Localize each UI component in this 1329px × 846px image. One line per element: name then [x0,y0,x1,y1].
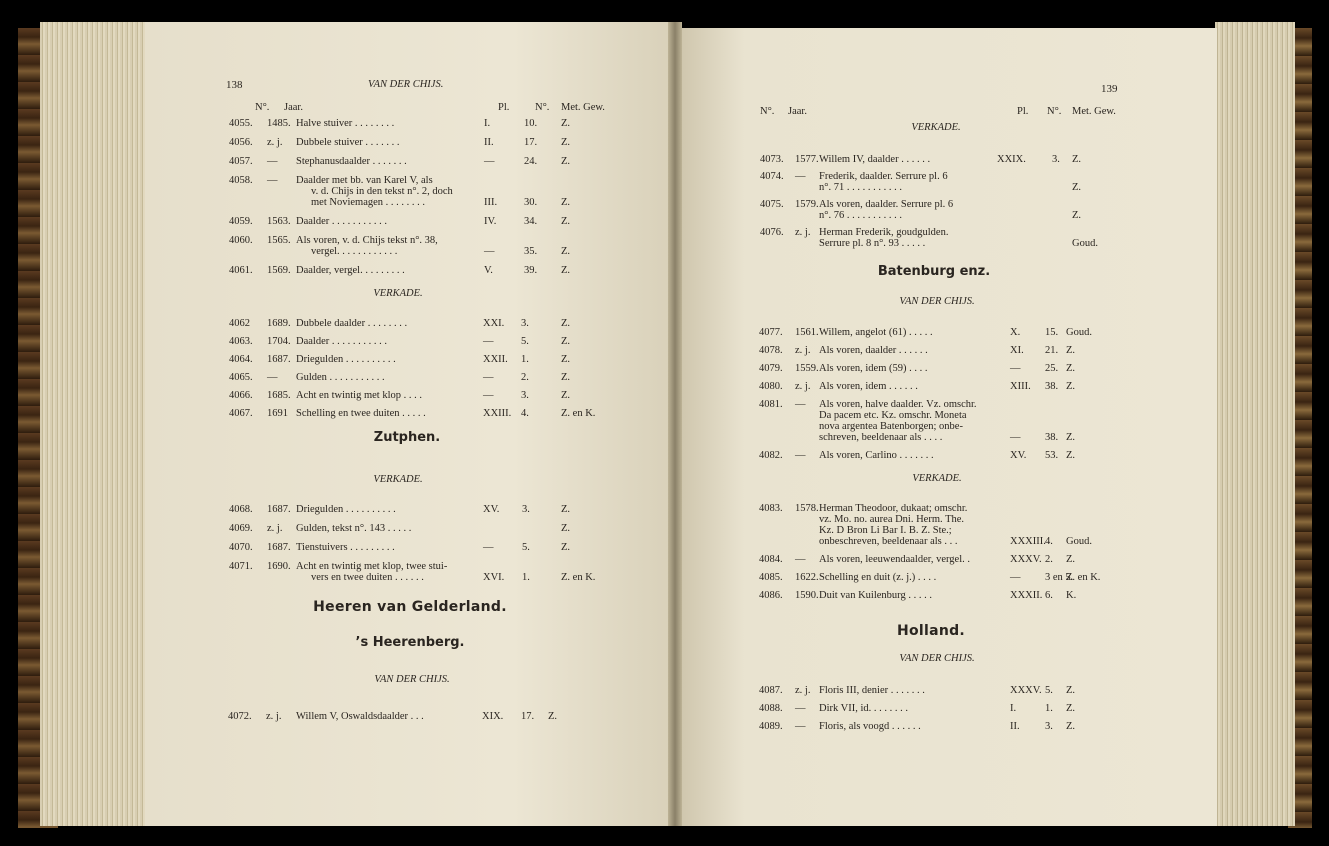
entry-no: 4074. [760,171,784,182]
entry-no: 4072. [228,711,252,722]
entry-no: 4085. [759,572,783,583]
entry-year: z. j. [795,685,811,696]
entry-no: 4084. [759,554,783,565]
entry-desc-line: schreven, beeldenaar als . . . . [819,432,943,443]
entry-desc-line: Duit van Kuilenburg . . . . . [819,590,932,601]
entry-year: 1579. [795,199,819,210]
header-metal: Met. Gew. [561,102,605,113]
entry-no: 4082. [759,450,783,461]
entry-no: 4069. [229,523,253,534]
header-metal: Met. Gew. [1072,106,1116,117]
entry-year: 1704. [267,336,291,347]
entry-desc-line: Driegulden . . . . . . . . . . [296,354,396,365]
entry-metal: Z. [548,711,558,722]
entry-no: 4088. [759,703,783,714]
book-gutter [668,22,682,826]
entry-plate-no: 4. [521,408,529,419]
entry-year: z. j. [795,381,811,392]
entry-no: 4056. [229,137,253,148]
entry-plate-no: 2. [521,372,529,383]
entry-desc-line: Gulden, tekst n°. 143 . . . . . [296,523,412,534]
entry-plate-no: 53. [1045,450,1059,461]
header-plate: Pl. [498,102,510,113]
entry-plate: XIII. [1010,381,1031,392]
entry-plate-no: 25. [1045,363,1059,374]
entry-desc-line: Frederik, daalder. Serrure pl. 6 [819,171,948,182]
section-heading: Holland. [896,623,966,639]
entry-no: 4078. [759,345,783,356]
entry-no: 4083. [759,503,783,514]
entry-desc-line: Als voren, leeuwendaalder, vergel. . [819,554,970,565]
entry-year: 1687. [267,354,291,365]
entry-metal: Z. [1072,210,1082,221]
entry-plate-no: 3. [522,504,530,515]
entry-desc-line: Acht en twintig met klop . . . . [296,390,422,401]
header-no: N°. [255,102,270,113]
entry-desc-line: Kz. D Bron Li Bar I. B. Z. Ste.; [819,525,952,536]
entry-year: 1622. [795,572,819,583]
entry-plate-no: 3. [1045,721,1053,732]
entry-desc-line: vers en twee duiten . . . . . . [311,572,424,583]
entry-metal: Z. [1066,450,1076,461]
entry-plate: I. [1010,703,1017,714]
entry-plate: — [483,390,494,401]
entry-no: 4057. [229,156,253,167]
entry-metal: Z. [1066,345,1076,356]
entry-no: 4076. [760,227,784,238]
entry-plate-no: 21. [1045,345,1059,356]
entry-desc-line: Acht en twintig met klop, twee stui- [296,561,448,572]
entry-plate: XXI. [483,318,505,329]
entry-no: 4065. [229,372,253,383]
entry-year: z. j. [266,711,282,722]
entry-plate-no: 3. [521,390,529,401]
section-label: VERKADE. [373,288,423,299]
entry-plate: — [1010,363,1021,374]
entry-metal: Z. [561,246,571,257]
header-plate-no: N°. [1047,106,1062,117]
entry-year: z. j. [795,345,811,356]
entry-plate: XV. [483,504,500,515]
entry-metal: Z. [561,265,571,276]
entry-plate-no: 2. [1045,554,1053,565]
entry-desc-line: Dubbele daalder . . . . . . . . [296,318,408,329]
entry-desc-line: onbeschreven, beeldenaar als . . . [819,536,958,547]
entry-desc-line: met Noviemagen . . . . . . . . [311,197,426,208]
entry-no: 4077. [759,327,783,338]
entry-plate: XXXII. [1010,590,1043,601]
entry-desc-line: Driegulden . . . . . . . . . . [296,504,396,515]
entry-plate-no: 3. [521,318,529,329]
entry-plate-no: 17. [524,137,538,148]
section-label: VERKADE. [373,474,423,485]
entry-year: — [795,703,806,714]
entry-year: 1590. [795,590,819,601]
entry-no: 4064. [229,354,253,365]
entry-desc-line: Herman Theodoor, dukaat; omschr. [819,503,968,514]
entry-plate-no: 1. [522,572,530,583]
entry-plate-no: 39. [524,265,538,276]
entry-plate: I. [484,118,491,129]
entry-plate: IV. [484,216,497,227]
entry-desc-line: Floris, als voogd . . . . . . [819,721,921,732]
entry-plate: XXII. [483,354,508,365]
section-label: VERKADE. [911,122,961,133]
section-label: VAN DER CHIJS. [899,653,975,664]
entry-year: — [795,721,806,732]
entry-plate: XVI. [483,572,505,583]
entry-plate-no: 24. [524,156,538,167]
entry-year: 1559. [795,363,819,374]
entry-metal: Z. [561,354,571,365]
entry-year: 1563. [267,216,291,227]
entry-year: z. j. [267,137,283,148]
entry-metal: Z. [1066,703,1076,714]
entry-year: 1689. [267,318,291,329]
entry-plate: — [484,246,495,257]
entry-plate: — [484,156,495,167]
entry-desc-line: Da pacem etc. Kz. omschr. Moneta [819,410,967,421]
entry-desc-line: Dubbele stuiver . . . . . . . [296,137,400,148]
header-year: Jaar. [284,102,303,113]
entry-year: 1687. [267,504,291,515]
entry-no: 4089. [759,721,783,732]
section-label: VAN DER CHIJS. [899,296,975,307]
entry-year: — [795,554,806,565]
entry-year: 1691 [267,408,288,419]
entry-no: 4070. [229,542,253,553]
entry-desc-line: Floris III, denier . . . . . . . [819,685,925,696]
header-plate: Pl. [1017,106,1029,117]
entry-plate-no: 34. [524,216,538,227]
entry-metal: Z. [561,118,571,129]
entry-no: 4086. [759,590,783,601]
entry-metal: Z. [1066,685,1076,696]
section-heading: Heeren van Gelderland. [313,599,507,615]
entry-metal: Z. [561,372,571,383]
entry-plate-no: 15. [1045,327,1059,338]
entry-plate-no: 38. [1045,432,1059,443]
entry-desc-line: Als voren, idem (59) . . . . [819,363,928,374]
entry-plate-no: 1. [1045,703,1053,714]
header-no: N°. [760,106,775,117]
entry-no: 4066. [229,390,253,401]
entry-plate: — [483,336,494,347]
entry-metal: Z. [561,216,571,227]
entry-metal: Goud. [1066,327,1092,338]
entry-no: 4080. [759,381,783,392]
entry-plate-no: 3 en 5. [1045,572,1074,583]
entry-no: 4087. [759,685,783,696]
entry-year: 1690. [267,561,291,572]
entry-plate: XIX. [482,711,504,722]
entry-desc-line: Daalder, vergel. . . . . . . . . [296,265,405,276]
entry-desc-line: Als voren, daalder . . . . . . [819,345,928,356]
entry-plate-no: 17. [521,711,535,722]
entry-plate: — [483,542,494,553]
entry-year: z. j. [267,523,283,534]
left-page-number: 138 [226,79,243,91]
entry-metal: Z. [561,197,571,208]
entry-desc-line: Tienstuivers . . . . . . . . . [296,542,395,553]
section-label: VAN DER CHIJS. [374,674,450,685]
entry-plate: — [1010,572,1021,583]
entry-desc-line: vz. Mo. no. aurea Dni. Herm. The. [819,514,965,525]
entry-year: — [795,399,806,410]
entry-no: 4081. [759,399,783,410]
section-heading: Batenburg enz. [877,264,991,279]
entry-no: 4055. [229,118,253,129]
entry-desc-line: Als voren, Carlino . . . . . . . [819,450,934,461]
entry-desc-line: n°. 71 . . . . . . . . . . . [819,182,902,193]
entry-desc-line: Willem, angelot (61) . . . . . [819,327,933,338]
entry-plate-no: 38. [1045,381,1059,392]
header-year: Jaar. [788,106,807,117]
entry-metal: K. [1066,590,1077,601]
entry-plate: XXXIII. [1010,536,1046,547]
entry-plate: XXIX. [997,154,1026,165]
entry-year: 1569. [267,265,291,276]
entry-metal: Z. [1072,182,1082,193]
entry-no: 4068. [229,504,253,515]
entry-year: 1561. [795,327,819,338]
entry-desc-line: Schelling en twee duiten . . . . . [296,408,426,419]
entry-plate: XXIII. [483,408,512,419]
entry-metal: Z. en K. [1066,572,1101,583]
left-running-head: VAN DER CHIJS. [368,79,444,90]
entry-plate: XI. [1010,345,1024,356]
entry-year: 1687. [267,542,291,553]
entry-plate-no: 4. [1045,536,1053,547]
entry-no: 4061. [229,265,253,276]
entry-plate: X. [1010,327,1021,338]
entry-desc-line: Stephanusdaalder . . . . . . . [296,156,407,167]
entry-metal: Z. [561,523,571,534]
entry-no: 4062 [229,318,250,329]
entry-year: — [267,156,278,167]
entry-plate-no: 5. [521,336,529,347]
left-page [145,22,670,826]
entry-desc-line: Als voren, v. d. Chijs tekst n°. 38, [296,235,438,246]
entry-metal: Z. [1066,721,1076,732]
entry-desc-line: n°. 76 . . . . . . . . . . . [819,210,902,221]
entry-plate: — [1010,432,1021,443]
entry-metal: Z. [561,390,571,401]
entry-no: 4059. [229,216,253,227]
entry-metal: Z. en K. [561,408,596,419]
entry-desc-line: Herman Frederik, goudgulden. [819,227,949,238]
entry-year: — [795,171,806,182]
entry-year: z. j. [795,227,811,238]
entry-metal: Z. [561,137,571,148]
entry-plate-no: 5. [522,542,530,553]
entry-plate: II. [1010,721,1020,732]
entry-metal: Z. [561,504,571,515]
entry-metal: Z. [1066,432,1076,443]
entry-plate-no: 6. [1045,590,1053,601]
entry-year: 1485. [267,118,291,129]
entry-no: 4079. [759,363,783,374]
entry-no: 4075. [760,199,784,210]
right-page-stack [1215,22,1295,826]
right-page-number: 139 [1101,83,1118,95]
entry-metal: Z. [561,156,571,167]
entry-desc-line: Daalder met bb. van Karel V, als [296,175,433,186]
entry-desc: Willem V, Oswaldsdaalder . . . [296,711,424,722]
entry-plate: XXXV. [1010,554,1042,565]
entry-metal: Goud. [1066,536,1092,547]
entry-year: 1577. [795,154,819,165]
entry-plate-no: 30. [524,197,538,208]
header-plate-no: N°. [535,102,550,113]
entry-plate-no: 3. [1052,154,1060,165]
left-page-stack [40,22,148,826]
entry-metal: Z. [1066,363,1076,374]
entry-desc-line: Serrure pl. 8 n°. 93 . . . . . [819,238,926,249]
section-label: VERKADE. [912,473,962,484]
entry-desc-line: nova argentea Batenborgen; onbe- [819,421,963,432]
entry-no: 4067. [229,408,253,419]
entry-desc-line: vergel. . . . . . . . . . . . [311,246,398,257]
entry-metal: Goud. [1072,238,1098,249]
entry-desc-line: Willem IV, daalder . . . . . . [819,154,931,165]
entry-plate: V. [484,265,493,276]
entry-desc-line: Daalder . . . . . . . . . . . [296,216,387,227]
entry-no: 4060. [229,235,253,246]
entry-metal: Z. [561,336,571,347]
entry-desc-line: Schelling en duit (z. j.) . . . . [819,572,937,583]
entry-plate-no: 5. [1045,685,1053,696]
section-heading: Zutphen. [373,430,441,445]
entry-plate: — [483,372,494,383]
entry-plate: XV. [1010,450,1027,461]
entry-desc-line: Als voren, daalder. Serrure pl. 6 [819,199,954,210]
entry-plate-no: 35. [524,246,538,257]
entry-no: 4058. [229,175,253,186]
entry-desc-line: v. d. Chijs in den tekst n°. 2, doch [311,186,453,197]
entry-year: 1685. [267,390,291,401]
entry-year: — [267,175,278,186]
entry-desc-line: Daalder . . . . . . . . . . . [296,336,387,347]
entry-year: 1565. [267,235,291,246]
entry-plate: III. [484,197,498,208]
entry-desc-line: Gulden . . . . . . . . . . . [296,372,385,383]
entry-no: 4071. [229,561,253,572]
entry-no: 4063. [229,336,253,347]
entry-metal: Z. en K. [561,572,596,583]
entry-no: 4073. [760,154,784,165]
section-subheading: ’s Heerenberg. [355,635,465,650]
entry-metal: Z. [1066,554,1076,565]
entry-metal: Z. [1066,381,1076,392]
entry-plate-no: 10. [524,118,538,129]
entry-metal: Z. [561,318,571,329]
entry-plate-no: 1. [521,354,529,365]
entry-metal: Z. [561,542,571,553]
entry-metal: Z. [1072,154,1082,165]
entry-year: — [795,450,806,461]
entry-year: 1578. [795,503,819,514]
entry-desc-line: Als voren, halve daalder. Vz. omschr. [819,399,977,410]
entry-desc-line: Halve stuiver . . . . . . . . [296,118,395,129]
entry-desc-line: Dirk VII, id. . . . . . . . [819,703,909,714]
entry-plate: XXXV. [1010,685,1042,696]
entry-year: — [267,372,278,383]
entry-plate: II. [484,137,494,148]
entry-desc-line: Als voren, idem . . . . . . [819,381,918,392]
